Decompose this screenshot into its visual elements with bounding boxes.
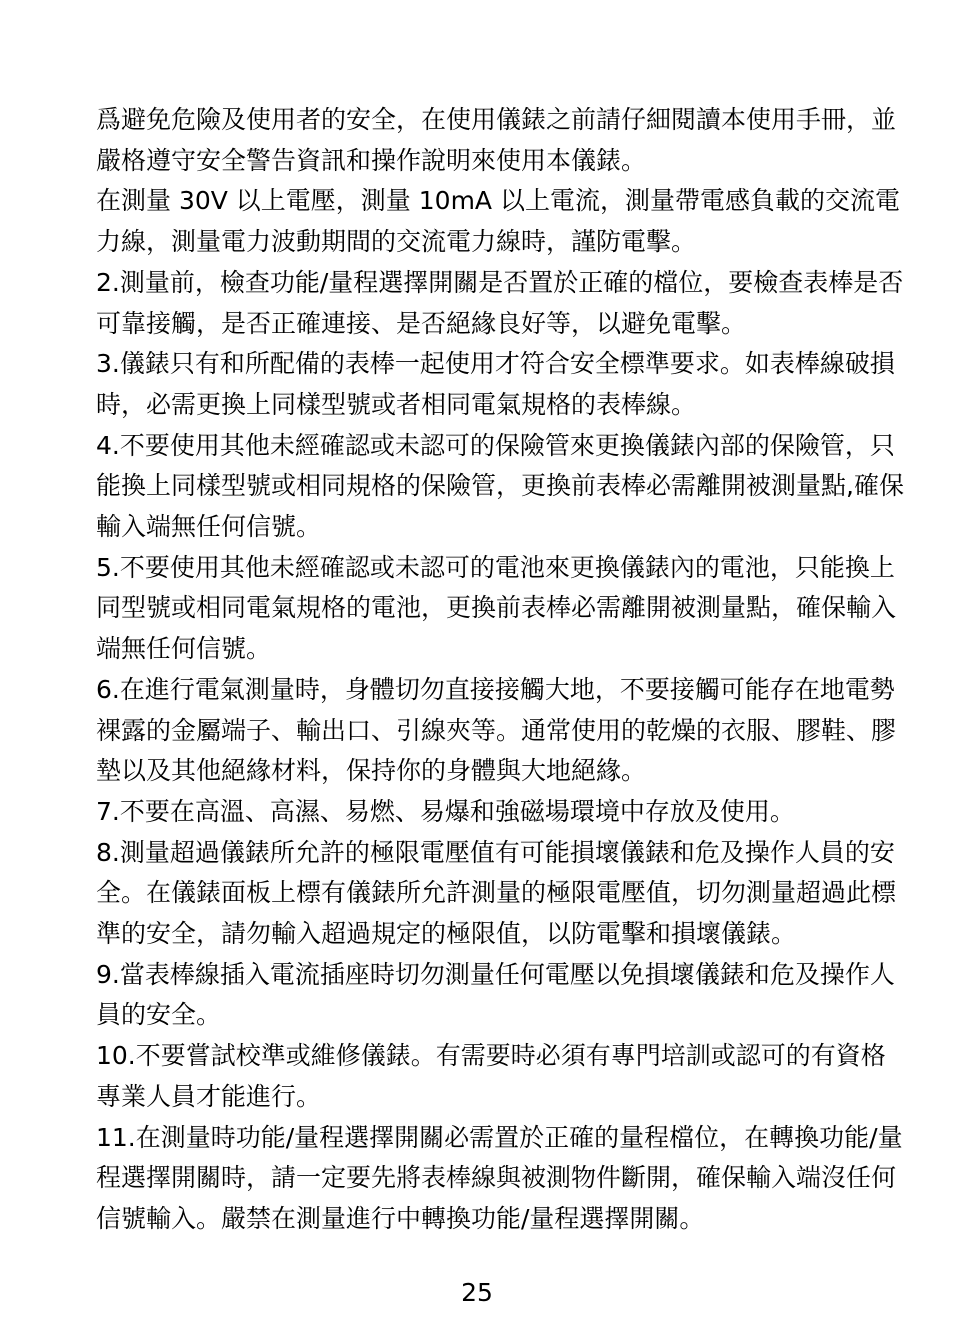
page-number: 25 [461,1278,493,1307]
safety-instructions [96,100,904,1240]
paragraph-item-5: 5.不要使用其他未經確認或未認可的電池來更換儀錶內的電池，只能換上同型號或相同電氣規格的電池，更換前表棒必需離開被測量點，確保輸入端無任何信號。 [96,552,897,664]
paragraph-item-10: 10.不要嘗試校準或維修儀錶。有需要時必須有專門培訓或認可的有資格專業人員才能進行。 [96,1041,886,1111]
paragraph-item-9: 9.當表棒線插入電流插座時切勿測量任何電壓以免損壞儀錶和危及操作人員的安全。 [96,959,895,1030]
paragraph-item-11: 11.在測量時功能/量程選擇開關必需置於正確的量程檔位，在轉換功能/量程選擇開關時，請一定要先將表棒線與被測物件斷開，確保輸入端沒任何信號輸入。嚴禁在測量進行中轉換功能/量程選擇開關。 [96,1122,903,1233]
paragraph-shock-warning: 在測量 30V 以上電壓，測量 10mA 以上電流，測量帶電感負載的交流電力線，測量電力波動期間的交流電力線時，謹防電擊。 [96,186,900,257]
paragraph-item-3: 3.儀錶只有和所配備的表棒一起使用才符合安全標準要求。如表棒線破損時，必需更換上同樣型號或者相同電氣規格的表棒線。 [96,349,895,419]
paragraph-item-8: 8.測量超過儀錶所允許的極限電壓值有可能損壞儀錶和危及操作人員的安全。在儀錶面板上標有儀錶所允許測量的極限電壓值，切勿測量超過此標準的安全，請勿輸入超過規定的極限值，以防電擊和損壞儀錶。 [96,837,897,949]
paragraph-intro: 爲避免危險及使用者的安全，在使用儀錶之前請仔細閱讀本使用手冊，並嚴格遵守安全警告資訊和操作說明來使用本儀錶。 [96,105,897,175]
paragraph-item-4: 4.不要使用其他未經確認或未認可的保險管來更換儀錶內部的保險管，只能換上同樣型號或相同規格的保險管，更換前表棒必需離開被測量點,確保輸入端無任何信號。 [96,430,904,542]
paragraph-item-2: 2.測量前，檢查功能/量程選擇開關是否置於正確的檔位，要檢查表棒是否可靠接觸，是否正確連接、是否絕緣良好等，以避免電擊。 [96,267,904,338]
paragraph-item-6: 6.在進行電氣測量時，身體切勿直接接觸大地，不要接觸可能存在地電勢裸露的金屬端子、輸出口、引線夾等。通常使用的乾燥的衣服、膠鞋、膠墊以及其他絕緣材料，保持你的身體與大地絕緣。 [96,674,897,786]
paragraph-item-7: 7.不要在高溫、高濕、易燃、易爆和強磁場環境中存放及使用。 [96,796,795,826]
